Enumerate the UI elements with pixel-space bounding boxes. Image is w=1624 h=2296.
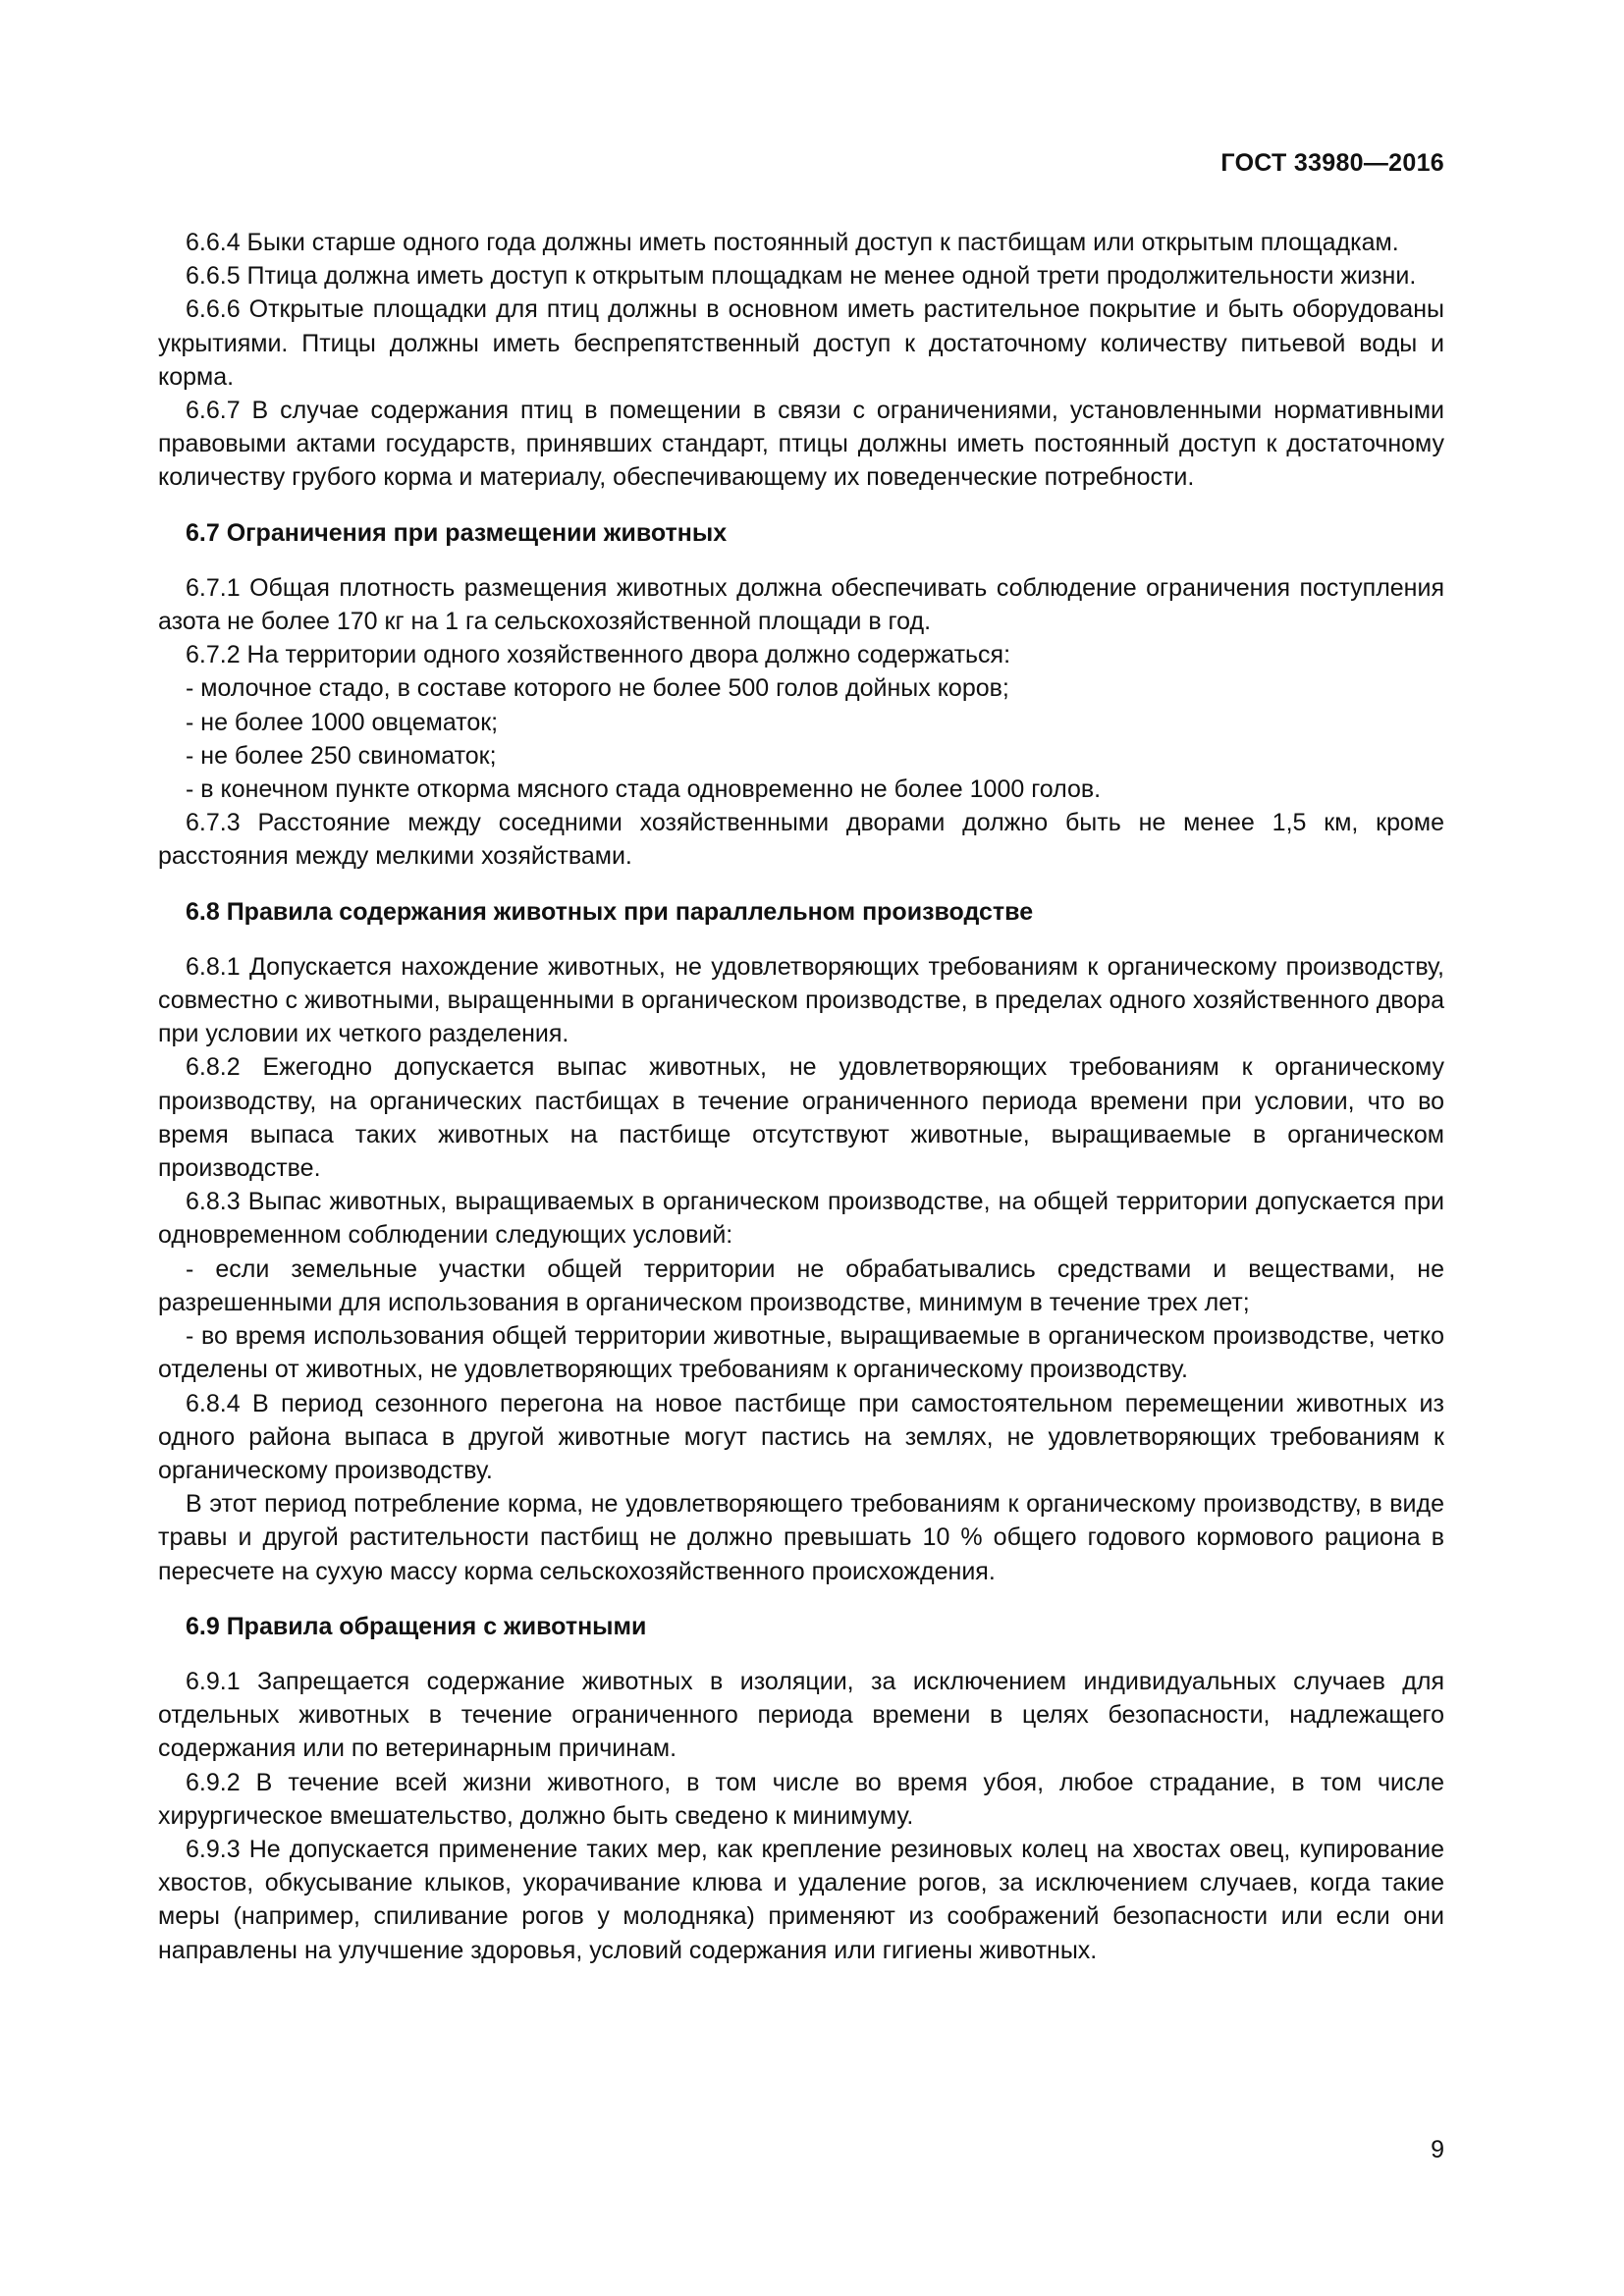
list-item-sows: - не более 250 свиноматок;: [186, 741, 497, 770]
document-body: [158, 226, 1444, 1967]
paragraph-6-9-3: 6.9.3 Не допускается применение таких мер, как крепление резиновых колец на хвостах овец, купирование хвостов, обкусывание клыков, укорачивание клюва и удаление рогов, за исключением случаев, когда такие меры (например, спиливание рогов у молодняка) применяют из соображений безопасности или если они направлены на улучшение здоровья, условий содержания или гигиены животных.: [158, 1835, 1444, 1964]
paragraph-6-9-1: 6.9.1 Запрещается содержание животных в изоляции, за исключением индивидуальных случаев для отдельных животных в течение ограниченного периода времени в целях безопасности, надлежащего содержания или по ветеринарным причинам.: [158, 1667, 1444, 1763]
paragraph-6-6-7: 6.6.7 В случае содержания птиц в помещении в связи с ограничениями, установленными нормативными правовыми актами государств, принявших стандарт, птицы должны иметь постоянный доступ к достаточному количеству грубого корма и материалу, обеспечивающему их поведенческие потребности.: [158, 397, 1444, 492]
section-heading-6-8: 6.8 Правила содержания животных при параллельном производстве: [186, 897, 1034, 926]
paragraph-6-9-2: 6.9.2 В течение всей жизни животного, в том числе во время убоя, любое страдание, в том числе хирургическое вмешательство, должно быть сведено к минимуму.: [158, 1768, 1444, 1830]
section-heading-6-7: 6.7 Ограничения при размещении животных: [186, 518, 728, 547]
list-item-land-plots: - если земельные участки общей территории не обрабатывались средствами и веществами, не разрешенными для использования в органическом производстве, минимум в течение трех лет;: [158, 1255, 1444, 1316]
paragraph-6-7-2: 6.7.2 На территории одного хозяйственного двора должно содержаться:: [186, 641, 1011, 669]
paragraph-6-6-4: 6.6.4 Быки старше одного года должны иметь постоянный доступ к пастбищам или открытым площадкам.: [186, 229, 1399, 256]
paragraph-6-8-1: 6.8.1 Допускается нахождение животных, не удовлетворяющих требованиям к органическому производству, совместно с животными, выращенными в органическом производстве, в пределах одного хозяйственного двора при условии их четкого разделения.: [158, 952, 1444, 1048]
paragraph-6-8-4-continued: В этот период потребление корма, не удовлетворяющего требованиям к органическому производству, в виде травы и другой растительности пастбищ не должно превышать 10 % общего годового кормового рациона в пересчете на сухую массу корма сельскохозяйственного происхождения.: [158, 1490, 1444, 1585]
standard-designation: ГОСТ 33980—2016: [1220, 149, 1444, 177]
list-item-dairy-herd: - молочное стадо, в составе которого не более 500 голов дойных коров;: [186, 674, 1009, 703]
paragraph-6-8-2: 6.8.2 Ежегодно допускается выпас животных, не удовлетворяющих требованиям к органическому производству, на органических пастбищах в течение ограниченного периода времени при условии, что во время выпаса таких животных на пастбище отсутствуют животные, выращиваемые в органическом производстве.: [158, 1053, 1444, 1183]
page-number: 9: [1431, 2136, 1444, 2163]
paragraph-6-6-5: 6.6.5 Птица должна иметь доступ к открытым площадкам не менее одной трети продолжительности жизни.: [186, 262, 1417, 291]
paragraph-6-7-3: 6.7.3 Расстояние между соседними хозяйственными дворами должно быть не менее 1,5 км, кроме расстояния между мелкими хозяйствами.: [158, 809, 1444, 871]
list-item-separation: - во время использования общей территории животные, выращиваемые в органическом производстве, четко отделены от животных, не удовлетворяющих требованиям к органическому производству.: [158, 1322, 1444, 1384]
paragraph-6-7-1: 6.7.1 Общая плотность размещения животных должна обеспечивать соблюдение ограничения поступления азота не более 170 кг на 1 га сельскохозяйственной площади в год.: [158, 573, 1444, 636]
paragraph-6-8-4: 6.8.4 В период сезонного перегона на новое пастбище при самостоятельном перемещении животных из одного района выпаса в другой животные могут пастись на землях, не удовлетворяющих требованиям к органическому производству.: [158, 1389, 1444, 1484]
paragraph-6-8-3: 6.8.3 Выпас животных, выращиваемых в органическом производстве, на общей территории допускается при одновременном соблюдении следующих условий:: [158, 1188, 1444, 1250]
paragraph-6-6-6: 6.6.6 Открытые площадки для птиц должны в основном иметь растительное покрытие и быть оборудованы укрытиями. Птицы должны иметь беспрепятственный доступ к достаточному количеству питьевой воды и корма.: [158, 295, 1444, 391]
list-item-ewes: - не более 1000 овцематок;: [186, 708, 499, 736]
list-item-fattening: - в конечном пункте откорма мясного стада одновременно не более 1000 голов.: [186, 775, 1102, 804]
section-heading-6-9: 6.9 Правила обращения с животными: [186, 1612, 647, 1640]
